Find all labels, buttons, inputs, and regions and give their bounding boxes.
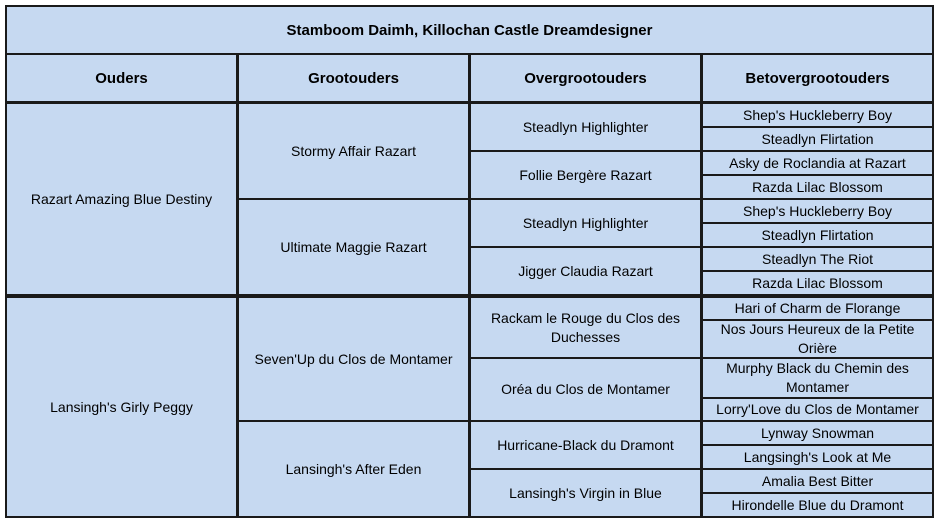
great-grandparent-cell: Hurricane-Black du Dramont: [471, 422, 700, 468]
header-ouders: Ouders: [7, 55, 236, 101]
border-right: [932, 5, 934, 518]
great-grandparent-cell: Lansingh's Virgin in Blue: [471, 470, 700, 516]
great-grandparent-cell: Steadlyn Highlighter: [471, 200, 700, 246]
row-divider: [703, 222, 932, 224]
great-great-grandparent-cell: Nos Jours Heureux de la Petite Orière: [703, 321, 932, 357]
header-betovergrootouders: Betovergrootouders: [703, 55, 932, 101]
great-great-grandparent-cell: Langsingh's Look at Me: [703, 446, 932, 468]
row-divider: [239, 198, 932, 200]
border-top: [5, 5, 934, 7]
great-great-grandparent-cell: Lynway Snowman: [703, 422, 932, 444]
great-grandparent-cell: Follie Bergère Razart: [471, 152, 700, 198]
column-divider: [700, 55, 703, 516]
great-great-grandparent-cell: Shep's Huckleberry Boy: [703, 104, 932, 126]
great-great-grandparent-cell: Hirondelle Blue du Dramont: [703, 494, 932, 516]
grandparent-cell: Stormy Affair Razart: [239, 104, 468, 198]
column-divider: [468, 55, 471, 516]
great-great-grandparent-cell: Lorry'Love du Clos de Montamer: [703, 399, 932, 420]
row-divider: [471, 468, 932, 470]
header-overgrootouders: Overgrootouders: [471, 55, 700, 101]
grandparent-cell: Lansingh's After Eden: [239, 422, 468, 516]
grandparent-cell: Ultimate Maggie Razart: [239, 200, 468, 294]
parent-cell: Razart Amazing Blue Destiny: [7, 104, 236, 294]
row-divider: [239, 420, 932, 422]
great-great-grandparent-cell: Murphy Black du Chemin des Montamer: [703, 359, 932, 397]
great-great-grandparent-cell: Asky de Roclandia at Razart: [703, 152, 932, 174]
row-divider: [703, 319, 932, 321]
row-divider: [703, 126, 932, 128]
great-grandparent-cell: Jigger Claudia Razart: [471, 248, 700, 294]
row-divider: [703, 397, 932, 399]
row-divider: [471, 150, 932, 152]
great-grandparent-cell: Oréa du Clos de Montamer: [471, 359, 700, 420]
great-great-grandparent-cell: Razda Lilac Blossom: [703, 176, 932, 198]
great-great-grandparent-cell: Steadlyn The Riot: [703, 248, 932, 270]
border-left: [5, 5, 7, 518]
great-great-grandparent-cell: Hari of Charm de Florange: [703, 298, 932, 319]
row-divider: [703, 492, 932, 494]
row-divider: [471, 357, 932, 359]
great-great-grandparent-cell: Razda Lilac Blossom: [703, 272, 932, 294]
row-divider: [703, 444, 932, 446]
table-title: Stamboom Daimh, Killochan Castle Dreamdesigner: [7, 7, 932, 53]
great-great-grandparent-cell: Steadlyn Flirtation: [703, 224, 932, 246]
grandparent-cell: Seven'Up du Clos de Montamer: [239, 298, 468, 420]
great-great-grandparent-cell: Amalia Best Bitter: [703, 470, 932, 492]
great-grandparent-cell: Rackam le Rouge du Clos des Duchesses: [471, 298, 700, 357]
row-divider: [471, 246, 932, 248]
row-divider: [703, 270, 932, 272]
great-great-grandparent-cell: Steadlyn Flirtation: [703, 128, 932, 150]
row-divider: [703, 174, 932, 176]
column-divider: [236, 55, 239, 516]
border-bottom: [5, 516, 934, 518]
great-great-grandparent-cell: Shep's Huckleberry Boy: [703, 200, 932, 222]
great-grandparent-cell: Steadlyn Highlighter: [471, 104, 700, 150]
parent-cell: Lansingh's Girly Peggy: [7, 298, 236, 516]
header-grootouders: Grootouders: [239, 55, 468, 101]
